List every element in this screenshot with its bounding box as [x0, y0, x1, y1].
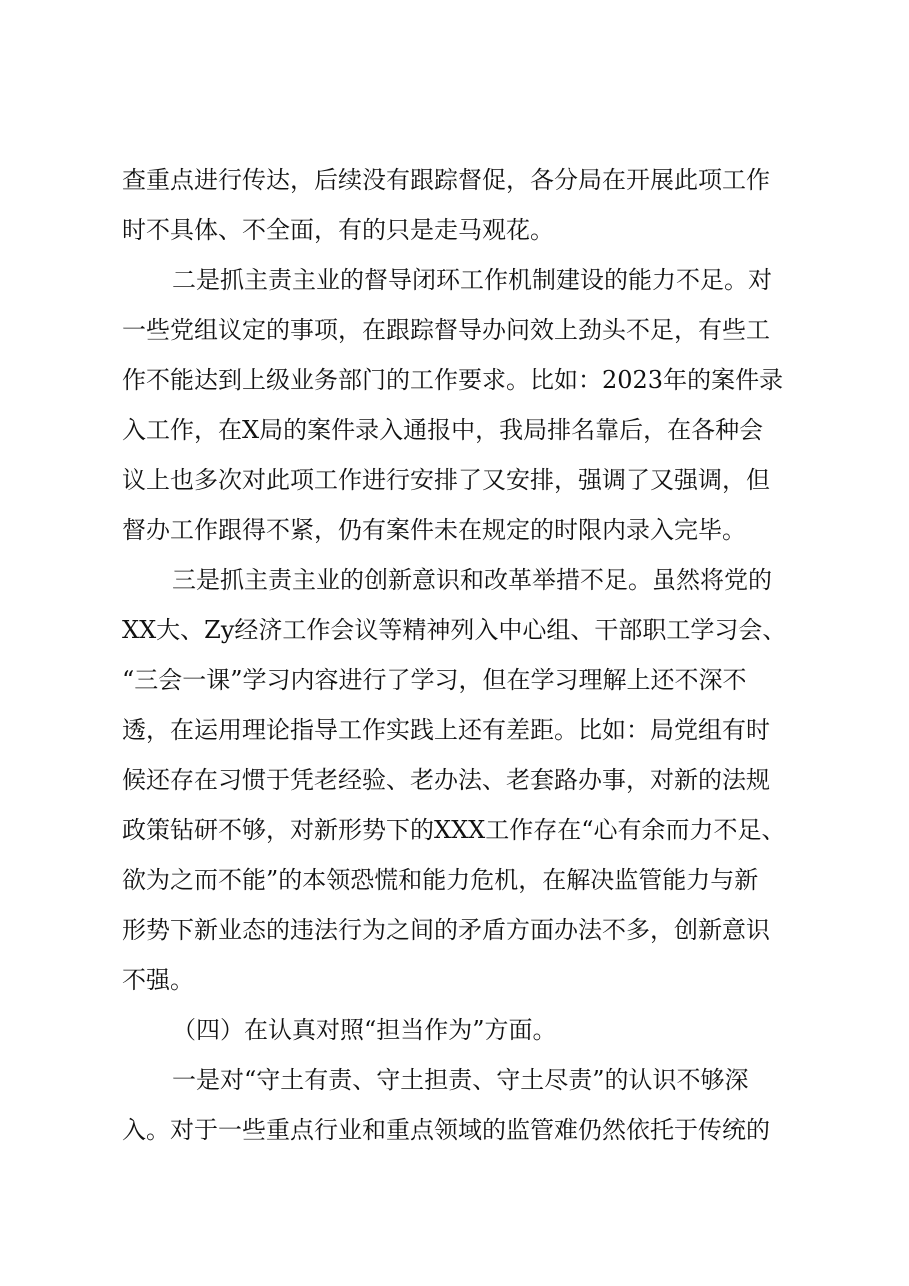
text-line-1: 查重点进行传达，后续没有跟踪督促，各分局在开展此项工作	[122, 166, 770, 194]
text-line-16: 形势下新业态的违法行为之间的矛盾方面办法不多，创新意识	[122, 916, 770, 944]
text-line-12: 透，在运用理论指导工作实践上还有差距。比如：局党组有时	[122, 716, 770, 744]
text-line-14: 政策钻研不够，对新形势下的XXX工作存在“心有余而力不足、	[122, 816, 786, 844]
text-line-5: 作不能达到上级业务部门的工作要求。比如：2023年的案件录	[122, 366, 784, 394]
text-line-4: 一些党组议定的事项，在跟踪督导办问效上劲头不足，有些工	[122, 316, 770, 344]
text-line-6: 入工作，在X局的案件录入通报中，我局排名靠后，在各种会	[122, 416, 764, 444]
paragraph-3-first-line: 三是抓主责主业的创新意识和改革举措不足。虽然将党的	[172, 566, 772, 594]
text-line-2: 时不具体、不全面，有的只是走马观花。	[122, 216, 554, 244]
section-heading: （四）在认真对照“担当作为”方面。	[172, 1016, 557, 1044]
paragraph-4-first-line: 一是对“守土有责、守土担责、守土尽责”的认识不够深	[172, 1066, 749, 1094]
paragraph-2-first-line: 二是抓主责主业的督导闭环工作机制建设的能力不足。对	[172, 266, 772, 294]
text-line-13: 候还存在习惯于凭老经验、老办法、老套路办事，对新的法规	[122, 766, 770, 794]
text-line-20: 入。对于一些重点行业和重点领域的监管难仍然依托于传统的	[122, 1116, 770, 1144]
text-line-7: 议上也多次对此项工作进行安排了又安排，强调了又强调，但	[122, 466, 770, 494]
text-line-10: XX大、Zy经济工作会议等精神列入中心组、干部职工学习会、	[122, 616, 787, 644]
text-line-17: 不强。	[122, 966, 194, 994]
text-line-11: “三会一课”学习内容进行了学习，但在学习理解上还不深不	[122, 666, 747, 694]
text-line-15: 欲为之而不能”的本领恐慌和能力危机，在解决监管能力与新	[122, 866, 759, 894]
text-line-8: 督办工作跟得不紧，仍有案件未在规定的时限内录入完毕。	[122, 516, 746, 544]
